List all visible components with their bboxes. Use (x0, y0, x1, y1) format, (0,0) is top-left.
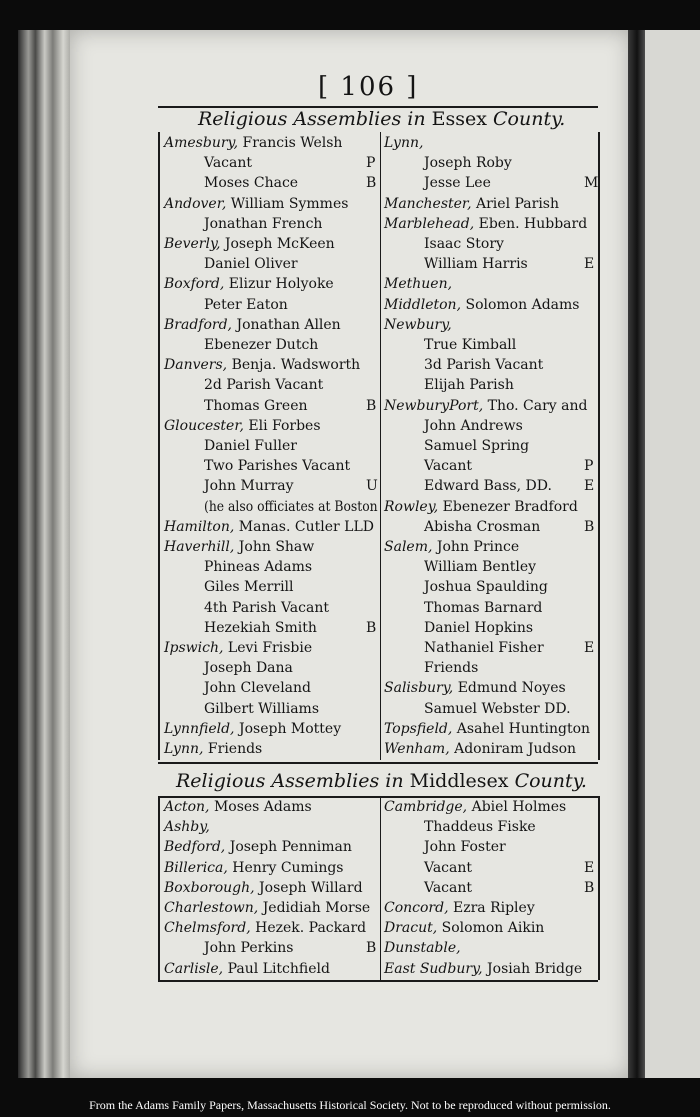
list-item (164, 739, 262, 759)
list-item (204, 375, 323, 395)
denomination-mark: B (366, 940, 377, 957)
minister-name: Daniel Hopkins (424, 619, 534, 636)
list-item (204, 254, 298, 274)
list-item (424, 557, 536, 577)
minister-name: Joseph Willard (259, 879, 363, 896)
denomination-mark: B (366, 397, 377, 414)
town-name: Ashby, (164, 819, 210, 836)
list-item (164, 858, 344, 878)
minister-name: John Cleveland (204, 680, 311, 697)
minister-name: Jesse Lee (424, 175, 491, 192)
denomination-mark: B (366, 175, 377, 192)
list-item (384, 295, 579, 315)
list-item (204, 497, 378, 517)
list-item (164, 878, 363, 898)
minister-name: Daniel Fuller (204, 438, 297, 454)
minister-name: Elizur Holyoke (228, 276, 334, 293)
minister-name: Edward Bass, DD. (424, 478, 552, 495)
minister-name: Isaac Story (424, 236, 504, 252)
list-item (424, 618, 533, 638)
list-item (384, 497, 578, 517)
minister-name: Friends (424, 660, 479, 677)
list-item (164, 315, 341, 335)
denomination-mark: E (584, 256, 595, 273)
town-name: Bradford, (164, 316, 233, 333)
minister-name: Joseph Dana (204, 660, 293, 677)
minister-name: Paul Litchfield (227, 960, 330, 977)
minister-name: Solomon Adams (465, 296, 580, 313)
minister-name: Joshua Spaulding (424, 579, 548, 596)
list-item (384, 739, 576, 759)
denomination-mark: B (584, 518, 595, 535)
essex-column-divider (380, 132, 381, 760)
list-item (424, 234, 504, 254)
town-name: Haverhill, (164, 539, 235, 555)
list-item (424, 254, 528, 274)
list-item (424, 858, 472, 878)
minister-name: John Foster (424, 839, 506, 856)
list-item (384, 719, 590, 739)
list-item (164, 719, 341, 739)
minister-name: Nathaniel Fisher (424, 640, 544, 656)
minister-name: Jedidiah Morse (262, 900, 371, 916)
minister-name: Jonathan French (204, 215, 323, 232)
town-name: Boxford, (164, 276, 225, 293)
page-number: [ 106 ] (318, 72, 419, 102)
list-item (424, 335, 516, 355)
list-item (384, 938, 461, 958)
list-item (204, 173, 298, 193)
list-item (164, 817, 210, 837)
title-word: Religious (176, 770, 266, 792)
facing-page-edge (645, 30, 700, 1078)
denomination-mark: E (584, 859, 595, 876)
title-word: Religious (198, 108, 288, 130)
list-item (384, 274, 452, 294)
middlesex-top-rule (158, 762, 598, 764)
town-name: Marblehead, (384, 215, 475, 232)
town-name: Andover, (164, 195, 227, 212)
minister-name: William Harris (424, 256, 528, 273)
list-item (424, 817, 536, 837)
list-item (424, 416, 523, 436)
list-item (204, 436, 297, 456)
denomination-mark: U (366, 478, 378, 495)
town-name: Ipswich, (164, 640, 224, 656)
list-item (424, 355, 543, 375)
denomination-mark: B (366, 619, 377, 636)
list-item (384, 797, 566, 817)
minister-name: Ebenezer Bradford (442, 498, 578, 515)
list-item (384, 133, 423, 153)
list-item (424, 153, 512, 173)
title-word: Assemblies in (271, 770, 404, 792)
town-name: Charlestown, (164, 900, 259, 916)
denomination-mark: P (584, 458, 594, 475)
list-item (424, 476, 552, 496)
book-spine-edge (18, 30, 76, 1078)
title-word: County. (493, 108, 566, 130)
town-name: Middleton, (384, 296, 462, 313)
town-name: Dunstable, (384, 940, 461, 957)
minister-name: Phineas Adams (204, 559, 313, 576)
minister-name: Thomas Barnard (424, 599, 543, 616)
list-item (204, 214, 322, 234)
minister-name: Solomon Aikin (441, 920, 545, 937)
list-item (204, 938, 293, 958)
minister-name: Vacant (424, 859, 473, 876)
minister-name: Vacant (204, 155, 253, 172)
town-name: Gloucester, (164, 417, 244, 434)
minister-name: Vacant (424, 879, 473, 896)
minister-name: John Shaw (238, 539, 315, 555)
town-name: Amesbury, (164, 135, 239, 151)
minister-name: Gilbert Williams (204, 700, 320, 717)
minister-name: Benja. Wadsworth (231, 357, 361, 374)
town-name: Lynnfield, (164, 720, 235, 737)
list-item (204, 699, 319, 719)
minister-name: Francis Welsh (242, 135, 343, 151)
list-item (384, 214, 587, 234)
town-name: Methuen, (384, 276, 453, 293)
town-name: Lynn, (384, 135, 424, 151)
town-name: Beverly, (164, 236, 221, 252)
minister-name: Peter Eaton (204, 296, 288, 313)
list-item (384, 678, 566, 698)
list-item (164, 898, 370, 918)
minister-name: Joseph Penniman (229, 839, 352, 856)
minister-name: Thomas Green (204, 397, 308, 414)
list-item (204, 658, 293, 678)
copyright-footer: From the Adams Family Papers, Massachusetts Historical Society. Not to be reproduced without permission. (89, 1098, 611, 1112)
minister-name: Vacant (424, 458, 473, 475)
town-name: East Sudbury, (384, 960, 483, 977)
minister-name: Hezek. Packard (255, 920, 367, 937)
minister-name: Manas. Cutler LLD (238, 518, 374, 535)
list-item (164, 638, 312, 658)
minister-name: Eli Forbes (248, 417, 321, 434)
town-name: Dracut, (384, 920, 438, 937)
minister-name: Samuel Spring (424, 438, 530, 454)
town-name: Acton, (164, 799, 210, 815)
minister-name: Joseph Roby (424, 155, 512, 172)
minister-name: Tho. Cary and (487, 397, 588, 414)
town-name: Carlisle, (164, 960, 224, 977)
town-name: Newbury, (384, 316, 452, 333)
list-item (204, 598, 329, 618)
minister-name: William Symmes (230, 195, 349, 212)
minister-name: Two Parishes Vacant (204, 458, 351, 475)
minister-name: Ariel Parish (476, 195, 560, 212)
minister-name: Abiel Holmes (471, 799, 567, 815)
list-item (164, 274, 334, 294)
minister-name: Josiah Bridge (487, 960, 583, 977)
essex-section-title (198, 108, 565, 130)
minister-name: Ezra Ripley (452, 900, 535, 916)
list-item (204, 476, 294, 496)
minister-name: John Murray (204, 478, 294, 495)
town-name: Cambridge, (384, 799, 468, 815)
town-name: Manchester, (384, 195, 472, 212)
county-name: Middlesex (409, 770, 509, 792)
town-name: Bedford, (164, 839, 226, 856)
minister-name: (he also officiates at Boston (204, 498, 378, 515)
list-item (384, 396, 587, 416)
list-item (424, 837, 506, 857)
list-item (424, 658, 478, 678)
town-name: Danvers, (164, 357, 228, 374)
list-item (424, 436, 529, 456)
town-name: Concord, (384, 900, 449, 916)
town-name: Topsfield, (384, 720, 453, 737)
minister-name: Giles Merrill (204, 579, 294, 596)
list-item (424, 638, 544, 658)
list-item (424, 598, 542, 618)
minister-name: 4th Parish Vacant (204, 599, 329, 616)
list-item (424, 375, 514, 395)
minister-name: Henry Cumings (232, 859, 344, 876)
minister-name: Moses Adams (213, 799, 312, 815)
minister-name: Hezekiah Smith (204, 619, 317, 636)
list-item (384, 918, 544, 938)
list-item (204, 456, 350, 476)
town-name: Hamilton, (164, 518, 235, 535)
middlesex-bottom-rule (158, 980, 598, 982)
minister-name: John Prince (436, 539, 520, 555)
minister-name: Friends (207, 741, 263, 757)
minister-name: Daniel Oliver (204, 256, 298, 273)
middlesex-column-divider (380, 796, 381, 980)
minister-name: Thaddeus Fiske (424, 819, 536, 836)
minister-name: Asahel Huntington (456, 720, 591, 737)
list-item (424, 456, 472, 476)
list-item (204, 557, 312, 577)
minister-name: Moses Chace (204, 175, 299, 192)
list-item (424, 173, 491, 193)
list-item (164, 797, 312, 817)
town-name: Billerica, (164, 859, 228, 876)
minister-name: William Bentley (424, 559, 537, 576)
list-item (164, 918, 366, 938)
list-item (204, 618, 317, 638)
minister-name: True Kimball (424, 337, 517, 353)
minister-name: Ebenezer Dutch (204, 337, 319, 353)
list-item (384, 537, 519, 557)
list-item (204, 678, 311, 698)
list-item (384, 194, 559, 214)
list-item (384, 898, 535, 918)
list-item (164, 517, 374, 537)
list-item (384, 315, 452, 335)
minister-name: Abisha Crosman (424, 518, 541, 535)
denomination-mark: E (584, 640, 595, 656)
town-name: Chelmsford, (164, 920, 251, 937)
minister-name: Joseph Mottey (238, 720, 342, 737)
list-item (164, 537, 314, 557)
denomination-mark: P (366, 155, 376, 172)
list-item (204, 335, 318, 355)
minister-name: 3d Parish Vacant (424, 357, 544, 374)
minister-name: Edmund Noyes (457, 680, 566, 697)
town-name: Salisbury, (384, 680, 454, 697)
county-name: Essex (431, 108, 487, 130)
denomination-mark: M (584, 175, 599, 192)
list-item (204, 577, 294, 597)
minister-name: 2d Parish Vacant (204, 377, 324, 394)
minister-name: John Perkins (204, 940, 294, 957)
title-word: Assemblies in (293, 108, 426, 130)
denomination-mark: E (584, 478, 595, 495)
minister-name: Eben. Hubbard (478, 215, 588, 232)
middlesex-section-title (176, 770, 587, 792)
list-item (164, 194, 348, 214)
list-item (424, 878, 472, 898)
list-item (164, 959, 330, 979)
minister-name: Jonathan Allen (236, 316, 341, 333)
list-item (204, 396, 308, 416)
town-name: Lynn, (164, 741, 204, 757)
title-word: County. (514, 770, 587, 792)
town-name: Salem, (384, 539, 433, 555)
list-item (164, 133, 342, 153)
town-name: Rowley, (384, 498, 439, 515)
list-item (204, 153, 252, 173)
town-name: Boxborough, (164, 879, 255, 896)
list-item (424, 517, 540, 537)
minister-name: John Andrews (424, 417, 523, 434)
page-gutter (628, 30, 646, 1078)
town-name: Wenham, (384, 741, 450, 757)
list-item (204, 295, 288, 315)
list-item (424, 577, 548, 597)
minister-name: Elijah Parish (424, 377, 514, 394)
minister-name: Levi Frisbie (227, 640, 313, 656)
list-item (424, 699, 571, 719)
list-item (164, 837, 352, 857)
town-name: NewburyPort, (384, 397, 484, 414)
minister-name: Samuel Webster DD. (424, 700, 571, 717)
list-item (164, 234, 335, 254)
minister-name: Adoniram Judson (454, 741, 577, 757)
list-item (384, 959, 582, 979)
list-item (164, 355, 360, 375)
minister-name: Joseph McKeen (224, 236, 335, 252)
denomination-mark: B (584, 879, 595, 896)
list-item (164, 416, 321, 436)
